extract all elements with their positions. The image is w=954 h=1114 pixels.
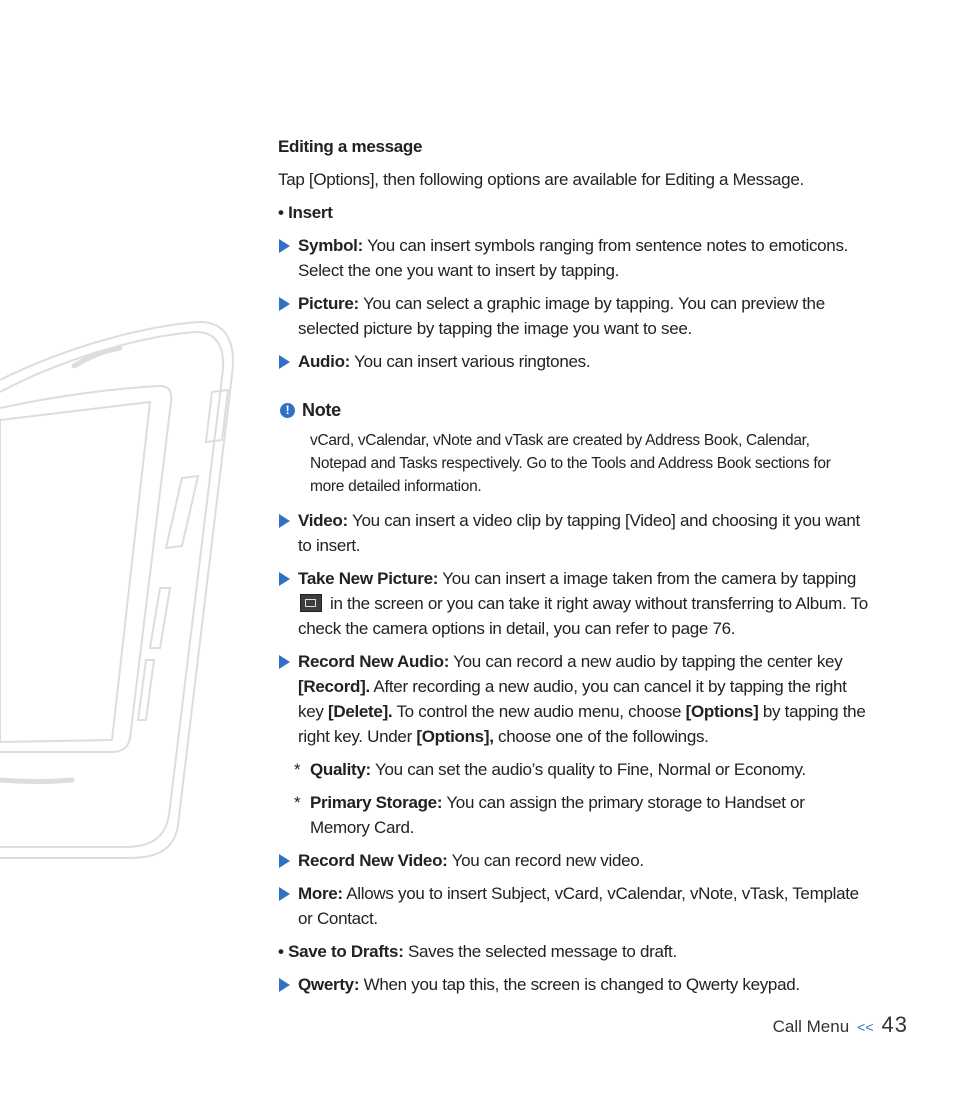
quality-subitem [278,757,868,782]
audio-label: Audio: [298,352,351,371]
intro-paragraph: Tap [Options], then following options are available for Editing a Message. [278,170,804,189]
asterisk-bullet: * [294,760,301,779]
quality-text: You can set the audio’s quality to Fine, Normal or Economy. [370,760,806,779]
note-exclamation-icon: ! [280,403,295,418]
video-text: You can insert a video clip by tapping [Video] and choosing it you want to insert. [298,511,860,555]
page-footer [773,1012,908,1038]
symbol-item [278,233,868,283]
right-triangle-bullet-icon [279,239,290,253]
record-audio-item [278,649,868,749]
storage-text: You can assign the primary storage to Handset or Memory Card. [310,793,805,837]
qwerty-text: When you tap this, the screen is changed to Qwerty keypad. [359,975,800,994]
page-number: 43 [881,1012,908,1037]
footer-section-name: Call Menu [772,1017,850,1036]
picture-label: Picture: [298,294,359,313]
drafts-label: • Save to Drafts: [278,942,404,961]
record-audio-text: To control the new audio menu, choose [392,702,686,721]
right-triangle-bullet-icon [279,514,290,528]
drafts-text: Saves the selected message to draft. [403,942,677,961]
qwerty-item [278,972,868,997]
record-video-item [278,848,868,873]
right-triangle-bullet-icon [279,978,290,992]
options-key-label: [Options] [685,702,759,721]
video-item [278,508,868,558]
delete-key-label: [Delete]. [327,702,393,721]
more-item [278,881,868,931]
take-picture-label: Take New Picture: [298,569,439,588]
more-text: Allows you to insert Subject, vCard, vCalendar, vNote, vTask, Template or Contact. [298,884,859,928]
insert-bullet: • Insert [278,203,333,222]
camera-gallery-icon [300,594,322,612]
right-triangle-bullet-icon [279,854,290,868]
page-content [278,134,868,1005]
picture-item [278,291,868,341]
section-heading: Editing a message [278,137,423,156]
note-title: Note [302,400,341,420]
note-heading [278,398,868,423]
record-key-label: [Record]. [298,677,370,696]
record-audio-text: by tapping the right key. Under [298,702,866,746]
quality-label: Quality: [310,760,371,779]
audio-text: You can insert various ringtones. [350,352,591,371]
options-key-label: [Options], [416,727,494,746]
right-triangle-bullet-icon [279,355,290,369]
symbol-text: You can insert symbols ranging from sentence notes to emoticons. Select the one you want to insert by tapping. [298,236,849,280]
right-triangle-bullet-icon [279,297,290,311]
record-video-label: Record New Video: [298,851,448,870]
right-triangle-bullet-icon [279,572,290,586]
record-audio-label: Record New Audio: [298,652,450,671]
note-text: vCard, vCalendar, vNote and vTask are created by Address Book, Calendar, Notepad and Tasks respectively. Go to the Tools and Address Book sections for more detailed information. [310,432,831,495]
picture-text: You can select a graphic image by tapping. You can preview the selected picture by tapping the image you want to see. [298,294,825,338]
asterisk-bullet: * [294,793,301,812]
right-triangle-bullet-icon [279,887,290,901]
symbol-label: Symbol: [298,236,363,255]
storage-subitem [278,790,868,840]
footer-chevrons: << [857,1019,874,1035]
take-picture-text-2: in the screen or you can take it right away without transferring to Album. To check the camera options in detail, you can refer to page 76. [298,594,868,638]
take-picture-item [278,566,868,641]
more-label: More: [298,884,343,903]
video-label: Video: [298,511,348,530]
storage-label: Primary Storage: [310,793,443,812]
record-video-text: You can record new video. [447,851,644,870]
audio-item [278,349,868,374]
take-picture-text-1: You can insert a image taken from the camera by tapping [438,569,856,588]
qwerty-label: Qwerty: [298,975,360,994]
record-audio-text: After recording a new audio, you can cancel it by tapping the right key [298,677,847,721]
record-audio-text: choose one of the followings. [493,727,709,746]
record-audio-text: You can record a new audio by tapping the center key [449,652,843,671]
right-triangle-bullet-icon [279,655,290,669]
save-to-drafts-bullet [278,939,868,964]
